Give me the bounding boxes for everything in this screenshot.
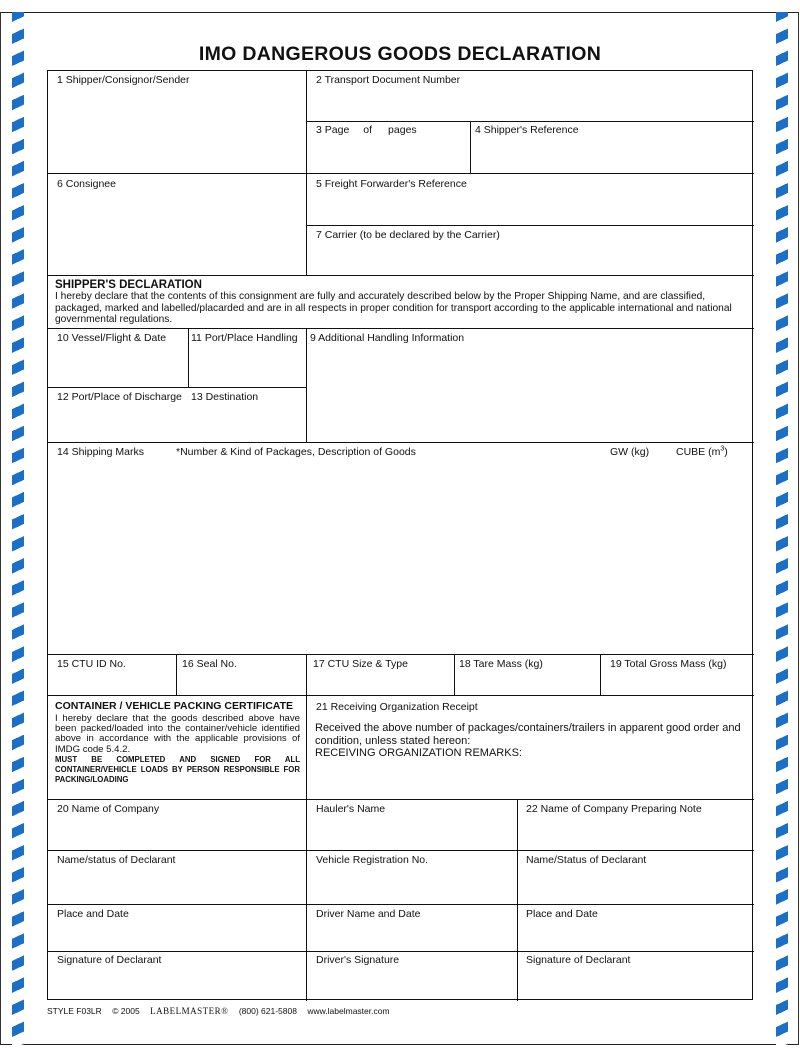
receiving-organization-receipt-label: 21 Receiving Organization Receipt [316,701,478,713]
port-place-handling-label: 11 Port/Place Handling [191,332,298,344]
cube-label [676,446,728,458]
website-link[interactable]: www.labelmaster.com [307,1006,390,1016]
cube-superscript: 3 [720,445,725,453]
shippers-declaration-title: SHIPPER'S DECLARATION [55,279,202,291]
shippers-declaration [55,279,745,326]
rule [48,275,754,276]
rule [600,654,601,695]
seal-number-label: 16 Seal No. [182,658,237,670]
labelmaster-logo: LABELMASTER® [150,1006,229,1016]
carrier-label: 7 Carrier (to be declared by the Carrier) [316,229,500,241]
phone-number: (800) 621-5808 [238,1006,297,1016]
shipping-marks-label: 14 Shipping Marks [57,446,144,458]
rule [306,71,307,275]
rule [517,799,518,1001]
preparer-name-status-label: Name/Status of Declarant [526,854,647,866]
rule [48,442,754,443]
freight-forwarder-reference-label: 5 Freight Forwarder's Reference [316,178,467,190]
gross-weight-label: GW (kg) [610,446,650,458]
shippers-declaration-text: I hereby declare that the contents of this consignment are fully and accurately described below by the Proper Shipping Name, and are classified, packaged, marked and labelled/placarded and are in all respects in proper condition for transport according to the applicable international and national governmental regulations. [55,291,732,325]
rule [48,654,754,655]
receipt-block [315,722,747,760]
declarant-signature-label: Signature of Declarant [57,954,162,966]
rule [306,225,754,226]
page-edge-right [798,12,799,1045]
ctu-id-label: 15 CTU ID No. [57,658,126,670]
rule [306,121,754,122]
rule [48,695,754,696]
shipper-label: 1 Shipper/Consignor/Sender [57,74,190,86]
vessel-flight-date-label: 10 Vessel/Flight & Date [57,332,167,344]
packing-certificate-title: CONTAINER / VEHICLE PACKING CERTIFICATE [55,700,294,712]
right-border-stripe [776,12,788,1045]
rule [454,654,455,695]
cube-close: ) [724,446,728,458]
rule [176,654,177,695]
rule [48,387,306,388]
rule [48,904,754,905]
page-text: 3 Page [316,124,350,136]
rule [306,328,307,442]
rule [470,121,471,173]
packing-certificate-text: I hereby declare that the goods described above have been packed/loaded into the container/vehicle identified above in accordance with the applicable provisions of IMDG code 5.4.2. [55,713,300,755]
ctu-size-type-label: 17 CTU Size & Type [313,658,408,670]
rule [48,799,754,800]
goods-description-label: *Number & Kind of Packages, Description of Goods [176,446,416,458]
rule [48,951,754,952]
page-label [316,124,417,136]
total-gross-mass-label: 19 Total Gross Mass (kg) [610,658,727,670]
consignee-label: 6 Consignee [57,178,116,190]
cube-text: CUBE (m [676,446,721,458]
pages-text: pages [388,124,417,136]
copyright: © 2005 [112,1006,140,1016]
driver-signature-label: Driver's Signature [316,954,400,966]
packing-certificate [55,700,300,785]
additional-handling-info-label: 9 Additional Handling Information [310,332,465,344]
hauler-name-label: Hauler's Name [316,803,386,815]
destination-label: 13 Destination [191,391,259,403]
page-edge-left [0,12,1,1045]
vehicle-registration-label: Vehicle Registration No. [316,854,429,866]
rule [48,850,754,851]
transport-doc-number-label: 2 Transport Document Number [316,74,461,86]
declarant-place-date-label: Place and Date [57,908,129,920]
rule [48,328,754,329]
company-preparing-note-label: 22 Name of Company Preparing Note [526,803,702,815]
company-name-label: 20 Name of Company [57,803,160,815]
receiving-remarks-label: RECEIVING ORGANIZATION REMARKS: [315,747,522,759]
page-of-text: of [363,124,373,136]
preparer-signature-label: Signature of Declarant [526,954,631,966]
footer [47,1006,398,1016]
form-title: IMO DANGEROUS GOODS DECLARATION [198,43,602,65]
rule [48,173,754,174]
tare-mass-label: 18 Tare Mass (kg) [459,658,543,670]
driver-name-date-label: Driver Name and Date [316,908,421,920]
rule [188,328,189,387]
declarant-name-status-label: Name/status of Declarant [57,854,176,866]
shippers-reference-label: 4 Shipper's Reference [475,124,579,136]
receipt-text: Received the above number of packages/containers/trailers in apparent good order and condition, unless stated hereon: [315,722,741,747]
declaration-form [47,70,753,1000]
style-code: STYLE F03LR [47,1006,102,1016]
rule [306,654,307,1001]
preparer-place-date-label: Place and Date [526,908,598,920]
port-of-discharge-label: 12 Port/Place of Discharge [57,391,182,403]
left-border-stripe [12,12,24,1045]
packing-certificate-warning: MUST BE COMPLETED AND SIGNED FOR ALL CONTAINER/VEHICLE LOADS BY PERSON RESPONSIBLE FOR PACKING/LOADING [55,754,300,784]
